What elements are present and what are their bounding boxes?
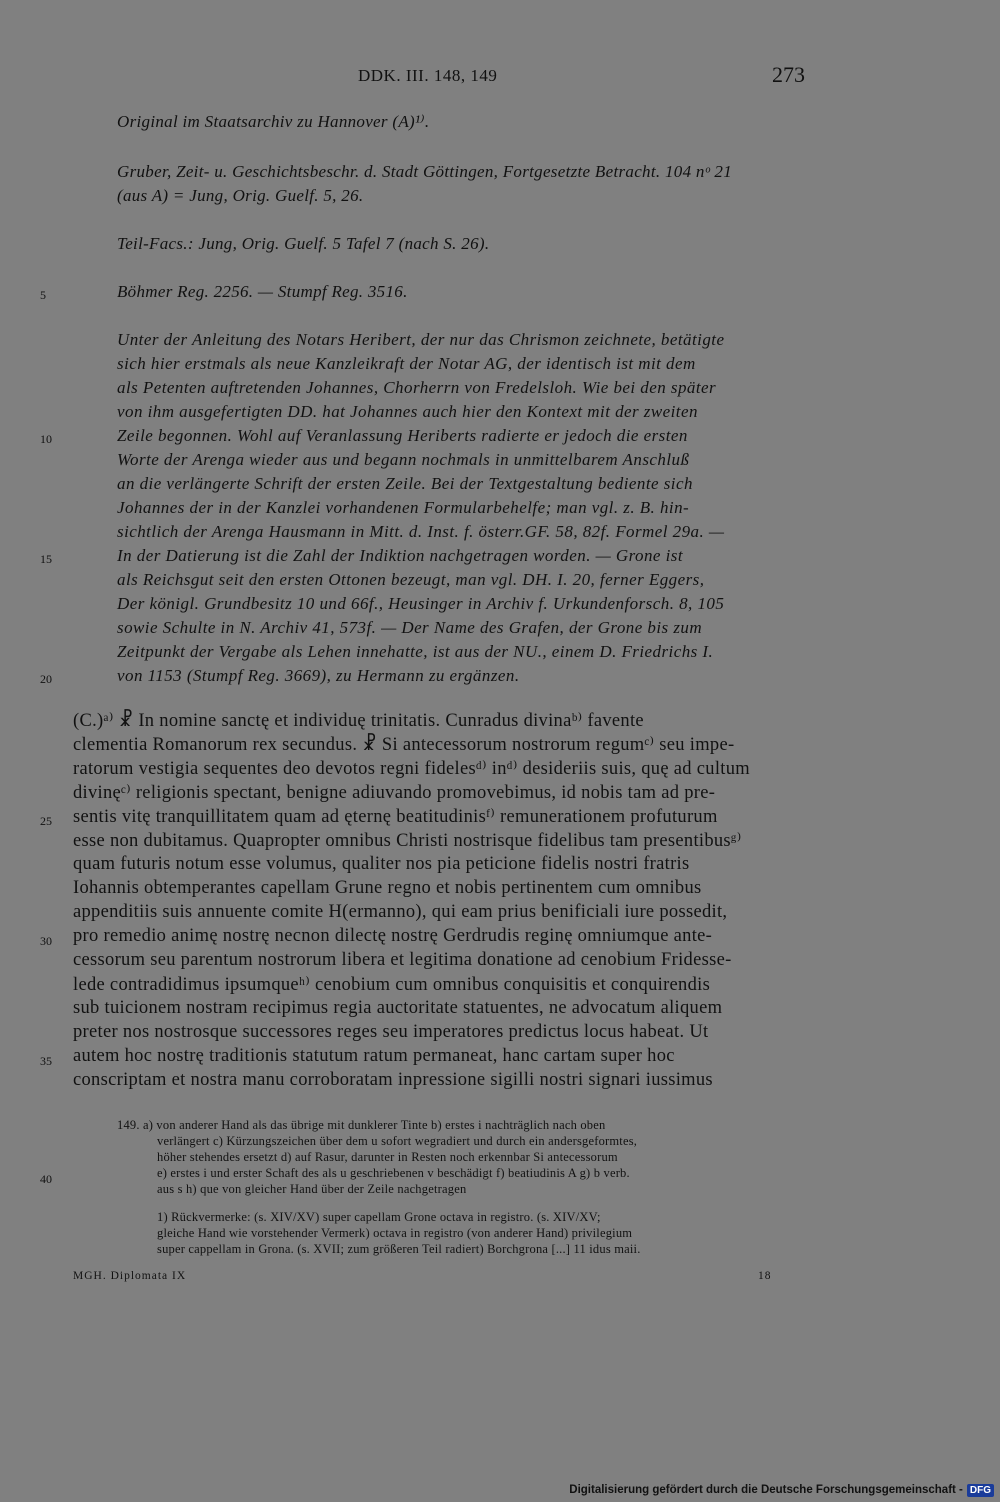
diploma-line: quam futuris notum esse volumus, qualiter nos pia peticione fidelis nostri fratris bbox=[73, 854, 690, 874]
diploma-line: pro remedio animę nostrę necnon dilectę nostrę Gerdrudis reginę omniumque ante- bbox=[73, 926, 713, 946]
line-number: 5 bbox=[40, 288, 46, 302]
commentary-line: Johannes der in der Kanzlei vorhandenen Formularbehelfe; man vgl. z. B. hin- bbox=[117, 498, 690, 517]
footer-series: MGH. Diplomata IX bbox=[73, 1270, 187, 1282]
line-number: 20 bbox=[40, 672, 52, 686]
line-number: 10 bbox=[40, 432, 52, 446]
source-original: Original im Staatsarchiv zu Hannover (A)¹⁾. bbox=[117, 112, 430, 131]
apparatus-line: höher stehendes ersetzt d) auf Rasur, darunter in Resten noch erkennbar Si antecessorum bbox=[157, 1150, 618, 1164]
diploma-line: (C.)ᵃ⁾ ☧ In nomine sanctę et individuę trinitatis. Cunradus divinaᵇ⁾ favente bbox=[73, 711, 644, 731]
source-gruber-cont: (aus A) = Jung, Orig. Guelf. 5, 26. bbox=[117, 186, 364, 205]
commentary-line: Worte der Arenga wieder aus und begann nochmals in unmittelbarem Anschluß bbox=[117, 450, 690, 469]
apparatus-line: 149. a) von anderer Hand als das übrige mit dunklerer Tinte b) erstes i nachträglich nach oben bbox=[117, 1118, 606, 1132]
apparatus-line: aus s h) que von gleicher Hand über der Zeile nachgetragen bbox=[157, 1182, 467, 1196]
diploma-line: preter nos nostrosque successores reges seu imperatores predictus locus habeat. Ut bbox=[73, 1022, 709, 1042]
diploma-line: autem hoc nostrę traditionis statutum ratum permaneat, hanc cartam super hoc bbox=[73, 1046, 675, 1066]
commentary-line: an die verlängerte Schrift der ersten Zeile. Bei der Textgestaltung bediente sich bbox=[117, 474, 693, 493]
diploma-line: conscriptam et nostra manu corroboratam inpressione sigilli nostri signari iussimus bbox=[73, 1070, 713, 1090]
commentary-line: als Reichsgut seit den ersten Ottonen bezeugt, man vgl. DH. I. 20, ferner Eggers, bbox=[117, 570, 705, 589]
diploma-line: sentis vitę tranquillitatem quam ad ęternę beatitudinisᶠ⁾ remunerationem profuturum bbox=[73, 807, 718, 827]
apparatus-line: verlängert c) Kürzungszeichen über dem u sofort wegradiert und durch ein andersgeformtes, bbox=[157, 1134, 638, 1148]
line-number: 15 bbox=[40, 552, 52, 566]
commentary-line: Unter der Anleitung des Notars Heribert, der nur das Chrismon zeichnete, betätigte bbox=[117, 330, 725, 349]
commentary-line: als Petenten auftretenden Johannes, Chorherrn von Fredelsloh. Wie bei den später bbox=[117, 378, 717, 397]
diploma-line: sub tuicionem nostram recipimus regia auctoritate statuentes, ne advocatum aliquem bbox=[73, 998, 723, 1018]
commentary-line: von 1153 (Stumpf Reg. 3669), zu Hermann zu ergänzen. bbox=[117, 666, 520, 685]
footer-sheet-number: 18 bbox=[758, 1270, 772, 1282]
commentary-line: sichtlich der Arenga Hausmann in Mitt. d. Inst. f. österr.GF. 58, 82f. Formel 29a. — bbox=[117, 522, 725, 541]
dfg-logo: DFG bbox=[967, 1484, 994, 1497]
commentary-line: Der königl. Grundbesitz 10 und 66f., Heusinger in Archiv f. Urkundenforsch. 8, 105 bbox=[117, 594, 725, 613]
diploma-line: Iohannis obtemperantes capellam Grune regno et nobis pertinentem cum omnibus bbox=[73, 878, 702, 898]
note-line: 1) Rückvermerke: (s. XIV/XV) super capellam Grone octava in registro. (s. XIV/XV; bbox=[157, 1210, 601, 1224]
commentary-line: sowie Schulte in N. Archiv 41, 573f. — Der Name des Grafen, der Grone bis zum bbox=[117, 618, 703, 637]
source-gruber: Gruber, Zeit- u. Geschichtsbeschr. d. Stadt Göttingen, Fortgesetzte Betracht. 104 nᵒ 21 bbox=[117, 162, 733, 181]
line-number: 25 bbox=[40, 814, 52, 828]
diploma-line: divinęᶜ⁾ religionis spectant, benigne adiuvando promovebimus, id nobis tam ad pre- bbox=[73, 783, 716, 803]
commentary-line: Zeile begonnen. Wohl auf Veranlassung Heriberts radierte er jedoch die ersten bbox=[117, 426, 688, 445]
line-number: 35 bbox=[40, 1054, 52, 1068]
funding-note bbox=[569, 1481, 994, 1499]
note-line: super cappellam in Grona. (s. XVII; zum größeren Teil radiert) Borchgrona [...] 11 idus maii. bbox=[157, 1242, 641, 1256]
source-facsimile: Teil-Facs.: Jung, Orig. Guelf. 5 Tafel 7 (nach S. 26). bbox=[117, 234, 490, 253]
diploma-line: cessorum seu parentum nostrorum libera et legitima donatione ad cenobium Fridesse- bbox=[73, 950, 732, 970]
note-line: gleiche Hand wie vorstehender Vermerk) octava in registro (von anderer Hand) privilegium bbox=[157, 1226, 633, 1240]
line-number: 30 bbox=[40, 934, 52, 948]
commentary-line: sich hier erstmals als neue Kanzleikraft der Notar AG, der identisch ist mit dem bbox=[117, 354, 696, 373]
page-header bbox=[0, 62, 1000, 92]
apparatus-line: e) erstes i und erster Schaft des als u geschriebenen v beschädigt f) beatiudinis A g) b verb. bbox=[157, 1166, 630, 1180]
commentary-line: In der Datierung ist die Zahl der Indiktion nachgetragen worden. — Grone ist bbox=[117, 546, 684, 565]
commentary-line: von ihm ausgefertigten DD. hat Johannes auch hier den Kontext mit der zweiten bbox=[117, 402, 698, 421]
diploma-line: appenditiis suis annuente comite H(ermanno), qui eam prius benificiali iure possedit, bbox=[73, 902, 728, 922]
commentary-line: Zeitpunkt der Vergabe als Lehen innehatte, ist aus der NU., einem D. Friedrichs I. bbox=[117, 642, 714, 661]
diploma-line: clementia Romanorum rex secundus. ☧ Si antecessorum nostrorum regumᶜ⁾ seu impe- bbox=[73, 735, 735, 755]
diploma-line: esse non dubitamus. Quapropter omnibus Christi nostrisque fidelibus tam presentibusᵍ⁾ bbox=[73, 831, 742, 851]
page-number: 273 bbox=[772, 62, 805, 87]
funding-text: Digitalisierung gefördert durch die Deutsche Forschungsgemeinschaft - bbox=[569, 1484, 963, 1496]
diploma-line: ratorum vestigia sequentes deo devotos regni fidelesᵈ⁾ inᵈ⁾ desideriis suis, quę ad cultum bbox=[73, 759, 750, 779]
running-title: DDK. III. 148, 149 bbox=[358, 66, 498, 85]
diploma-line: lede contradidimus ipsumqueʰ⁾ cenobium cum omnibus conquisitis et conquirendis bbox=[73, 975, 711, 995]
line-number: 40 bbox=[40, 1172, 52, 1186]
source-regesta: Böhmer Reg. 2256. — Stumpf Reg. 3516. bbox=[117, 282, 408, 301]
